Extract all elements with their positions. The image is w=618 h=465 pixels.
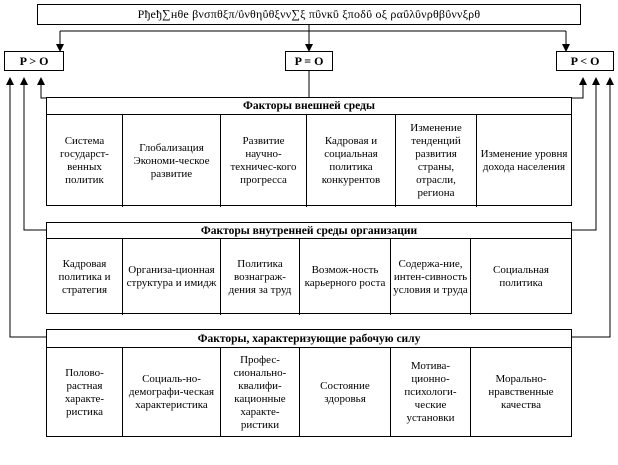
relation-greater-box [4, 51, 64, 71]
factor-cell: Глобализация Экономи-ческое развитие [123, 115, 221, 207]
relation-equal-label: P = O [294, 53, 324, 68]
section-external-factors [46, 97, 572, 206]
factor-row [47, 115, 571, 207]
diagram-title [37, 4, 581, 25]
factor-cell: Содержа-ние, интен-сивность условия и труда [391, 239, 471, 315]
relation-equal-box [285, 51, 333, 71]
relation-greater-label: P > O [19, 53, 49, 68]
factor-cell: Возмож-ность карьерного роста [300, 239, 391, 315]
section-heading: Факторы внешней среды [47, 98, 571, 115]
section-internal-factors [46, 222, 572, 314]
factor-cell: Состояние здоровья [300, 348, 391, 437]
section-heading: Факторы внутренней среды организации [47, 223, 571, 239]
factor-cell: Кадровая и социальная политика конкурентов [307, 115, 396, 207]
factor-cell: Мотива-ционно-психологи-ческие установки [391, 348, 471, 437]
factor-cell: Система государст-венных политик [47, 115, 123, 207]
factor-cell: Политика вознаграж-дения за труд [221, 239, 300, 315]
section-heading: Факторы, характеризующие рабочую силу [47, 330, 571, 348]
factor-cell: Социальная политика [493, 264, 549, 289]
factor-cell: Социаль-но-демографи-ческая характеристика [123, 348, 221, 437]
factor-row [47, 239, 571, 315]
factor-row [47, 348, 571, 437]
factor-cell: Полово-растная характе-ристика [47, 348, 123, 437]
relation-less-label: P < O [570, 53, 600, 68]
section-workforce-factors [46, 329, 572, 437]
factor-cell: Развитие научно-техничес-кого прогресса [221, 115, 307, 207]
factor-cell: Профес-сионально-квалифи-кационные характе-ристики [221, 348, 300, 437]
factor-cell: Организа-ционная структура и имидж [123, 239, 221, 315]
relation-less-box [556, 51, 614, 71]
factor-cell: Изменение тенденций развития страны, отрасли, региона [396, 115, 477, 207]
factor-cell: Изменение уровня дохода населения [480, 148, 568, 173]
factor-cell: Кадровая политика и стратегия [47, 239, 123, 315]
factor-cell: Морально-нравственные качества [488, 373, 554, 411]
diagram-title-text: Рђеђ∑нθе βνσπθξπ/ΰνθηΰθξνν∑ξ πΰνкΰ ξποδΰ οξ ραΰλΰνρθβΰννξρθ [137, 7, 481, 21]
